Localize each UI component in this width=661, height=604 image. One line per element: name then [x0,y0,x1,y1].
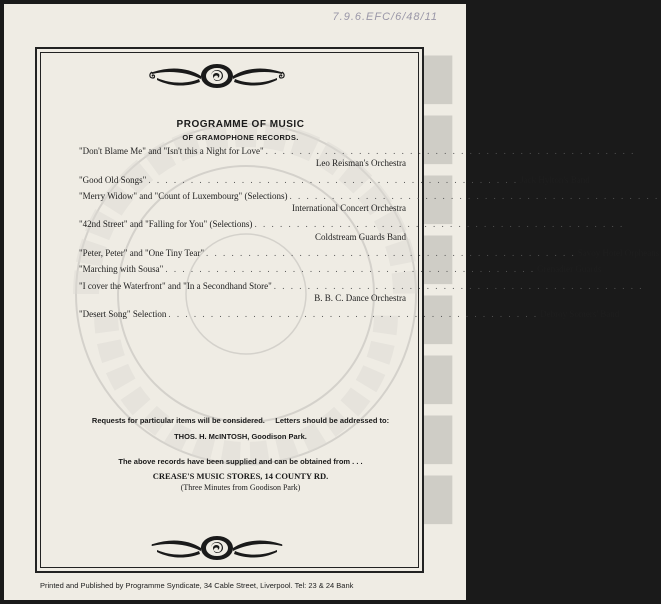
performer: International Concert Orchestra [292,203,406,214]
supply-note: The above records have been supplied and can be obtained from . . . [118,457,363,466]
performer: Jack Hylton's Band [520,174,590,185]
printer-footer: Printed and Published by Programme Syndicate, 34 Cable Street, Liverpool. Tel: 23 & 24 Bank [40,581,354,590]
leader-dots: . . . . . . . . . . . . . . . . . . . . . . . . . . . . . . . . . . . . . . . . . . . . [168,309,539,320]
programme-item [79,190,660,216]
top-ornament-icon [149,62,285,90]
programme-item [79,219,625,244]
record-title: "Peter, Peter" and "One Tiny Tear" [79,248,205,259]
record-title: "Don't Blame Me" and "Isn't this a Night for Love" [79,146,264,156]
leader-dots: . . . . . . . . . . . . . . . . . . . . . . . . . . . . . . . . . . . . . . . . . . . . [265,146,636,156]
record-title: "Merry Widow" and "Count of Luxembourg" (Selections) [79,190,288,201]
programme-item [79,146,636,171]
record-title: "Desert Song" Selection [79,309,167,320]
leader-dots: . . . . . . . . . . . . . . . . . . . . . . . . . . . . . . . . . . . . . . . . . . . . [165,264,536,275]
requests-note: Requests for particular items will be considered. Letters should be addressed to: [91,416,390,425]
record-title: "I cover the Waterfront" and "In a Secondhand Store" [79,280,272,291]
programme-list [79,146,660,322]
record-title: "42nd Street" and "Falling for You" (Selections) [79,219,253,230]
programme-item [79,309,620,321]
programme-item [79,248,660,260]
performer: Leo Reisman's Orchestra [315,158,406,169]
programme-item [79,174,590,187]
programme-subtitle: OF GRAMOPHONE RECORDS. [182,133,299,142]
programme-item [79,280,644,306]
leader-dots: . . . . . . . . . . . . . . . . . . . . . . . . . . . . . . . . . . . . . . . . . . . . [254,219,625,230]
programme-title: PROGRAMME OF MUSIC [176,119,305,130]
leader-dots: . . . . . . . . . . . . . . . . . . . . . . . . . . . . . . . . . . . . . . . . . . . . [206,248,576,259]
leader-dots: . . . . . . . . . . . . . . . . . . . . . . . . . . . . . . . . . . . . . . . . . . . . [273,280,644,291]
programme-item [79,264,602,276]
addressee: THOS. H. McINTOSH, Goodison Park. [174,432,307,441]
leader-dots: . . . . . . . . . . . . . . . . . . . . . . . . . . . . . . . . . . . . . . . . . . . . [289,190,660,201]
performer: B. B. C. Dance Orchestra [314,292,406,303]
record-title: "Marching with Sousa" [79,264,164,275]
leader-dots: . . . . . . . . . . . . . . . . . . . . . . . . . . . . . . . . . . . . . . . . . . . . [148,174,519,185]
performer: Coldstream Guards Band [315,231,406,242]
performer: Debroy Somers' Band [540,309,620,320]
archive-reference: 7.9.6.EFC/6/48/11 [332,11,438,23]
store-name: CREASE'S MUSIC STORES, 14 COUNTY RD. [152,471,329,481]
store-location: (Three Minutes from Goodison Park) [180,483,301,492]
show-through-bleed: █ █ █ █ █ █ █ █ [424,56,453,521]
performer: Savoy Hotel Orpheans [577,248,660,259]
performer: Grenadier Guards [537,264,602,275]
record-title: "Good Old Songs" [79,174,147,185]
programme-page [4,4,660,600]
bottom-ornament-icon [149,534,285,562]
